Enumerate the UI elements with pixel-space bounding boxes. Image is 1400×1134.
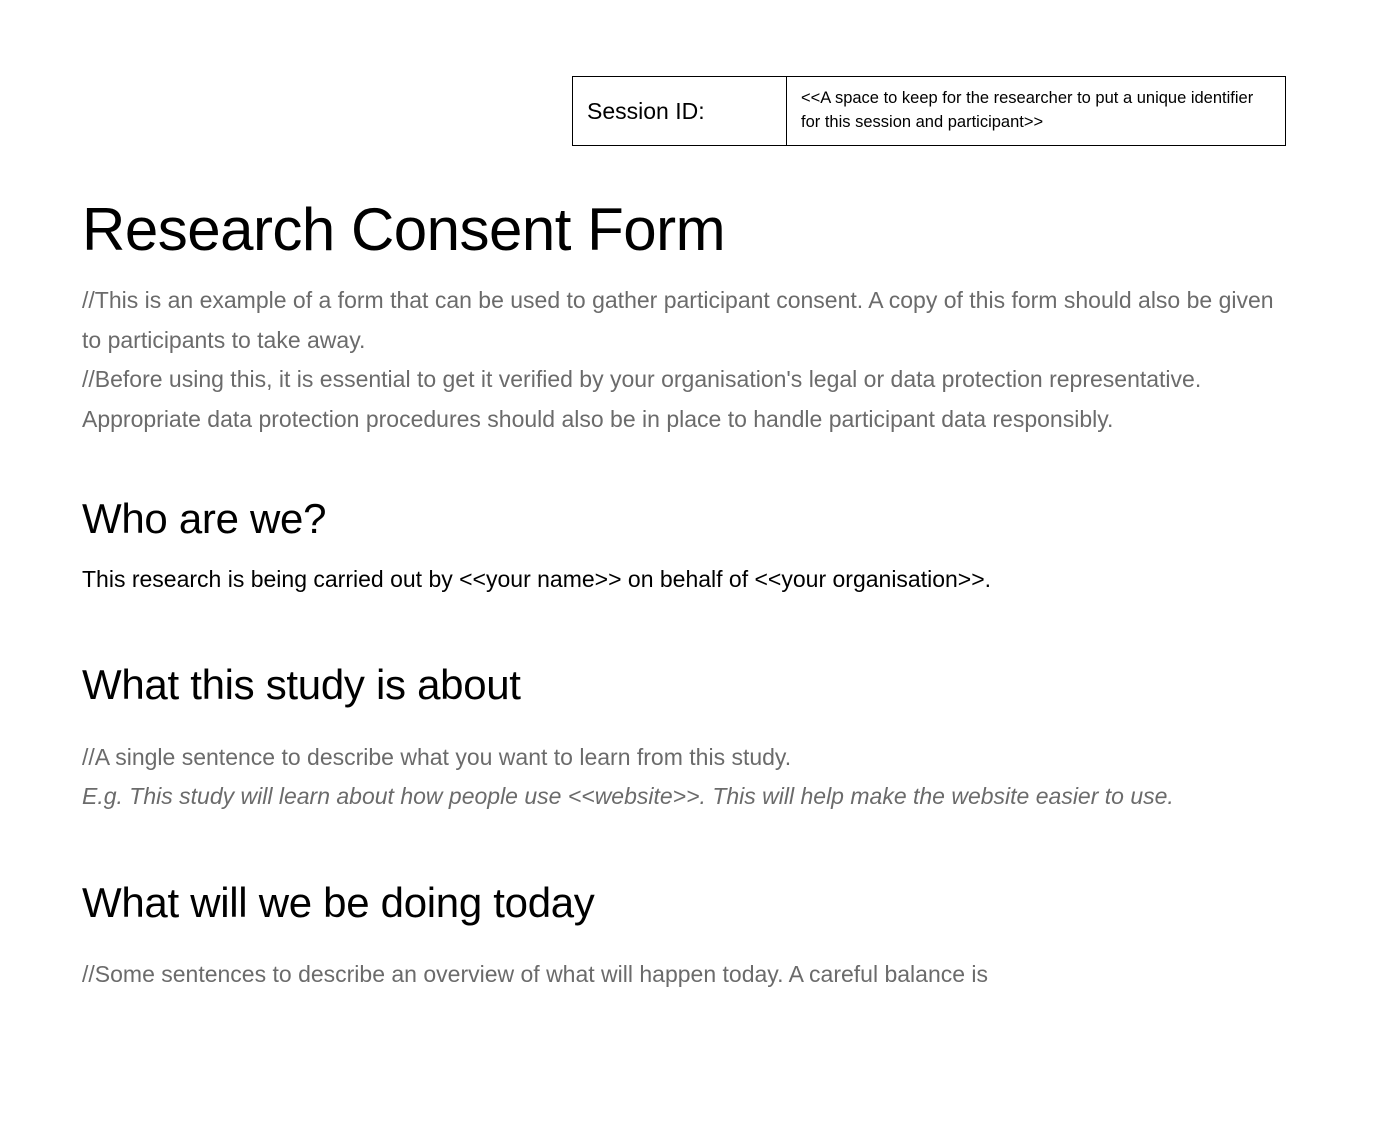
section-heading-what-this-study-is-about: What this study is about: [82, 661, 521, 709]
spacer: [82, 817, 1282, 879]
section-heading-what-will-we-be-doing-today: What will we be doing today: [82, 878, 595, 926]
section-example-what-this-study-is-about: E.g. This study will learn about how people use <<website>>. This will help make the website easier to use.: [82, 783, 1174, 810]
page-title: Research Consent Form: [82, 196, 726, 263]
section-body-what-will-we-be-doing-today: //Some sentences to describe an overview of what will happen today. A careful balance is: [82, 960, 989, 987]
section-body-who-are-we: This research is being carried out by <<your name>> on behalf of <<your organisation>>.: [82, 565, 992, 592]
spacer: [82, 710, 1282, 738]
session-id-table: [572, 76, 1286, 146]
section-body-what-this-study-is-about: //A single sentence to describe what you want to learn from this study.: [82, 743, 792, 770]
spacer: [82, 599, 1282, 661]
document-body: [82, 196, 1282, 994]
table-row: [573, 77, 1286, 146]
section-heading-who-are-we: Who are we?: [82, 495, 327, 543]
intro-paragraph-1: //This is an example of a form that can be used to gather participant consent. A copy of this form should also be given to participants to take away.: [82, 287, 1274, 353]
spacer: [82, 927, 1282, 955]
spacer: [82, 439, 1282, 495]
spacer: [82, 544, 1282, 560]
session-id-value: <<A space to keep for the researcher to put a unique identifier for this session and participant>>: [787, 77, 1286, 146]
session-id-label: Session ID:: [573, 77, 787, 146]
intro-paragraph-2: //Before using this, it is essential to get it verified by your organisation's legal or data protection representative. Appropriate data protection procedures should also be in place to handle participant data responsibly.: [82, 366, 1202, 432]
